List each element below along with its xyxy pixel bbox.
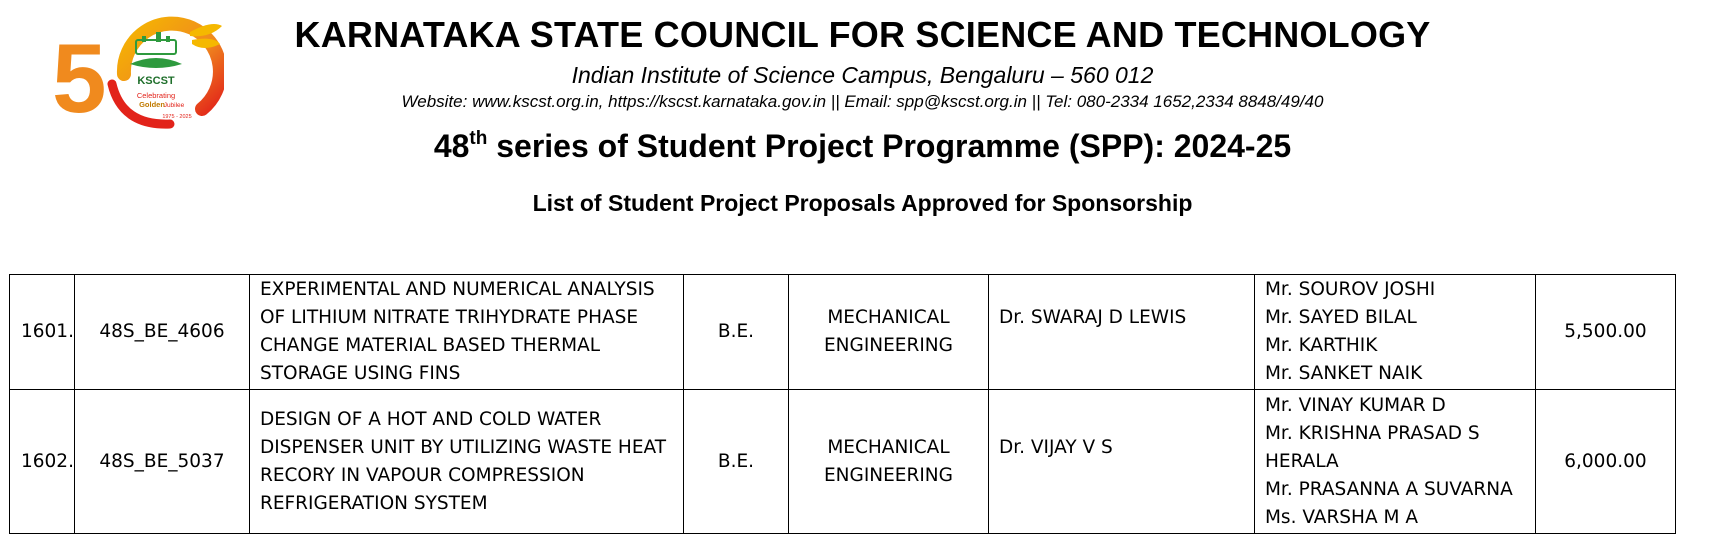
series-text: series of Student Project Programme (SPP): 2024-25 [487,128,1292,164]
department-cell [788,390,988,534]
department-line: ENGINEERING [823,335,953,356]
department-line: MECHANICAL [827,436,950,458]
logo-acronym: KSCST [137,75,175,87]
students-cell [1254,275,1535,390]
table-row [10,275,1676,390]
student-name: Mr. KARTHIK [1264,335,1378,356]
project-title-line: DESIGN OF A HOT AND COLD WATER [259,408,602,430]
student-name: Mr. SANKET NAIK [1264,363,1423,384]
series-heading [0,128,1711,165]
list-title: List of Student Project Proposals Approved for Sponsorship [532,190,1193,216]
guide-cell [988,390,1254,534]
project-title-line: DISPENSER UNIT BY UTILIZING WASTE HEAT [259,436,667,458]
project-title-cell [249,275,683,390]
course-cell: B.E. [683,275,788,390]
serial-number-cell: 1601. [10,275,75,390]
guide-name: Dr. VIJAY V S [998,436,1113,458]
student-name: HERALA [1264,450,1339,472]
students-cell [1254,390,1535,534]
organization-address: Indian Institute of Science Campus, Bengaluru – 560 012 [571,62,1154,88]
student-name: Mr. SOUROV JOSHI [1264,279,1436,300]
logo-jubilee: Jubilee [163,102,185,109]
project-title-line: REFRIGERATION SYSTEM [259,492,488,514]
guide-cell [988,275,1254,390]
student-name: Ms. VARSHA M A [1264,506,1419,528]
logo-celebrating: Celebrating [136,91,176,100]
project-title-cell [249,390,683,534]
amount-cell: 6,000.00 [1535,390,1675,534]
student-name: Mr. KRISHNA PRASAD S [1264,422,1480,444]
department-line: ENGINEERING [823,464,953,486]
series-suffix: th [469,128,488,149]
project-title-line: STORAGE USING FINS [259,363,461,384]
logo-golden: Golden [139,100,165,109]
logo-years: 1975 - 2025 [162,114,192,120]
project-title-line: RECORY IN VAPOUR COMPRESSION [259,464,585,486]
amount-cell: 5,500.00 [1535,275,1675,390]
series-number: 48 [433,128,470,164]
organization-contact: Website: www.kscst.org.in, https://kscst.karnataka.gov.in || Email: spp@kscst.org.in || Tel: 080-2334 1652,2334 8848/49/40 [401,92,1324,111]
student-name: Mr. SAYED BILAL [1264,307,1417,328]
project-code-cell: 48S_BE_4606 [74,275,249,390]
serial-number-cell: 1602. [10,390,75,534]
student-name: Mr. VINAY KUMAR D [1264,394,1446,416]
student-name: Mr. PRASANNA A SUVARNA [1264,478,1513,500]
table-row [10,390,1676,534]
approved-projects-table [9,274,1676,534]
organization-title: KARNATAKA STATE COUNCIL FOR SCIENCE AND TECHNOLOGY [294,14,1431,55]
project-code-cell: 48S_BE_5037 [74,390,249,534]
logo-numeral: 5 [52,23,107,133]
course-cell: B.E. [683,390,788,534]
project-title-line: EXPERIMENTAL AND NUMERICAL ANALYSIS [259,279,655,300]
department-cell [788,275,988,390]
guide-name: Dr. SWARAJ D LEWIS [998,307,1187,328]
department-line: MECHANICAL [827,307,950,328]
project-title-line: CHANGE MATERIAL BASED THERMAL [259,335,601,356]
project-title-line: OF LITHIUM NITRATE TRIHYDRATE PHASE [259,307,639,328]
